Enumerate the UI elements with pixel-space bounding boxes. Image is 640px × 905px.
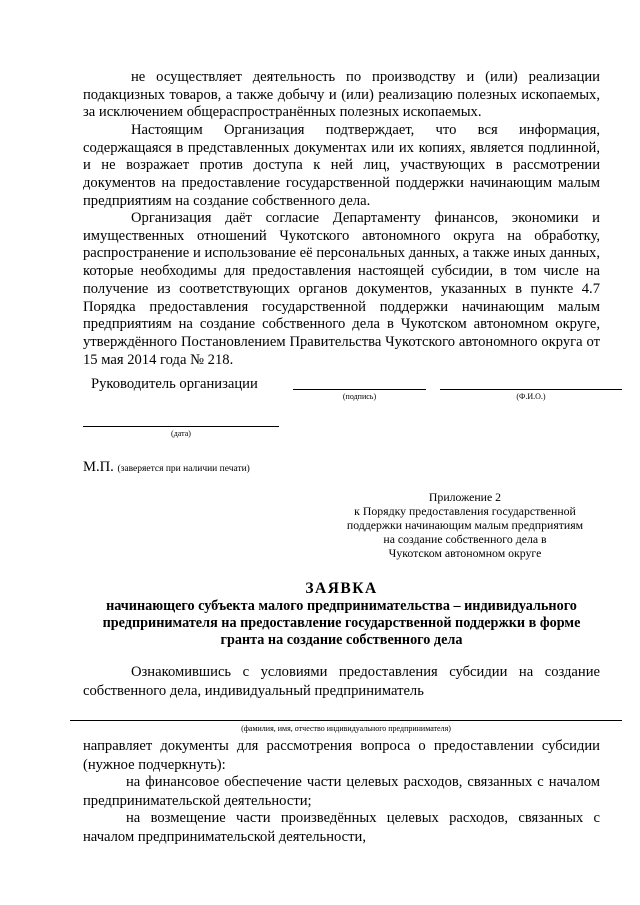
application-subtitle-3: гранта на создание собственного дела bbox=[220, 632, 463, 648]
paragraph-consent: Организация даёт согласие Департаменту финансов, экономики и имущественных отношений Чукотского автономного округа на обработку, распространение и использование её персональных данных, а также иных данных, которые необходимы для предоставления настоящей субсидии, в том числе на получение из соответствующих органов документов, указанных в пункте 4.7 Порядка предоставления государственной поддержки начинающим малым предприятиям на создание собственного дела в Чукотском автономном округе, утверждённого Постановлением Правительства Чукотского автономного округа от 15 мая 2014 года № 218. bbox=[83, 210, 600, 368]
appendix-line-3: поддержки начинающим малым предприятиям bbox=[346, 518, 584, 532]
application-subtitle-2: предпринимателя на предоставление государственной поддержки в форме bbox=[102, 615, 581, 631]
appendix-line-5: Чукотском автономном округе bbox=[388, 546, 542, 560]
option-reimbursement: на возмещение части произведённых целевых расходов, связанных с началом предпринимательской деятельности, bbox=[83, 810, 600, 845]
fio-caption: (Ф.И.О.) bbox=[516, 392, 546, 401]
sends-documents-text: направляет документы для рассмотрения вопроса о предоставлении субсидии (нужное подчеркнуть): bbox=[83, 738, 600, 773]
stamp-place-label bbox=[83, 459, 250, 478]
application-title: ЗАЯВКА bbox=[305, 580, 378, 597]
paragraph-excise: не осуществляет деятельность по производству и (или) реализации подакцизных товаров, а также добычу и (или) реализацию полезных ископаемых, за исключением общераспространённых полезных ископаемых. bbox=[83, 69, 600, 121]
signature-caption: (подпись) bbox=[342, 392, 377, 401]
fio-line bbox=[440, 389, 622, 390]
entrepreneur-name-caption: (фамилия, имя, отчество индивидуального предпринимателя) bbox=[241, 724, 451, 733]
appendix-line-4: на создание собственного дела в bbox=[383, 532, 547, 546]
date-line bbox=[83, 426, 279, 427]
option-financial-support: на финансовое обеспечение части целевых расходов, связанных с началом предпринимательской деятельности; bbox=[83, 774, 600, 809]
appendix-line-1: Приложение 2 bbox=[428, 490, 502, 504]
application-intro: Ознакомившись с условиями предоставления субсидии на создание собственного дела, индивидуальный предприниматель bbox=[83, 664, 600, 699]
mp-label: М.П. bbox=[83, 459, 114, 475]
paragraph-confirmation: Настоящим Организация подтверждает, что вся информация, содержащаяся в представленных документах или их копиях, является подлинной, и не возражает против доступа к ней лиц, участвующих в рассмотрении документов на предоставление государственной поддержки начинающим малым предприятиям на создание собственного дела. bbox=[83, 122, 600, 209]
signature-line bbox=[293, 389, 426, 390]
application-subtitle-1: начинающего субъекта малого предпринимательства – индивидуального bbox=[106, 598, 577, 614]
date-caption: (дата) bbox=[171, 429, 191, 438]
entrepreneur-name-line bbox=[70, 720, 622, 721]
mp-note: (заверяется при наличии печати) bbox=[117, 464, 250, 474]
appendix-line-2: к Порядку предоставления государственной bbox=[354, 504, 576, 518]
head-of-organization-label: Руководитель организации bbox=[91, 376, 258, 392]
